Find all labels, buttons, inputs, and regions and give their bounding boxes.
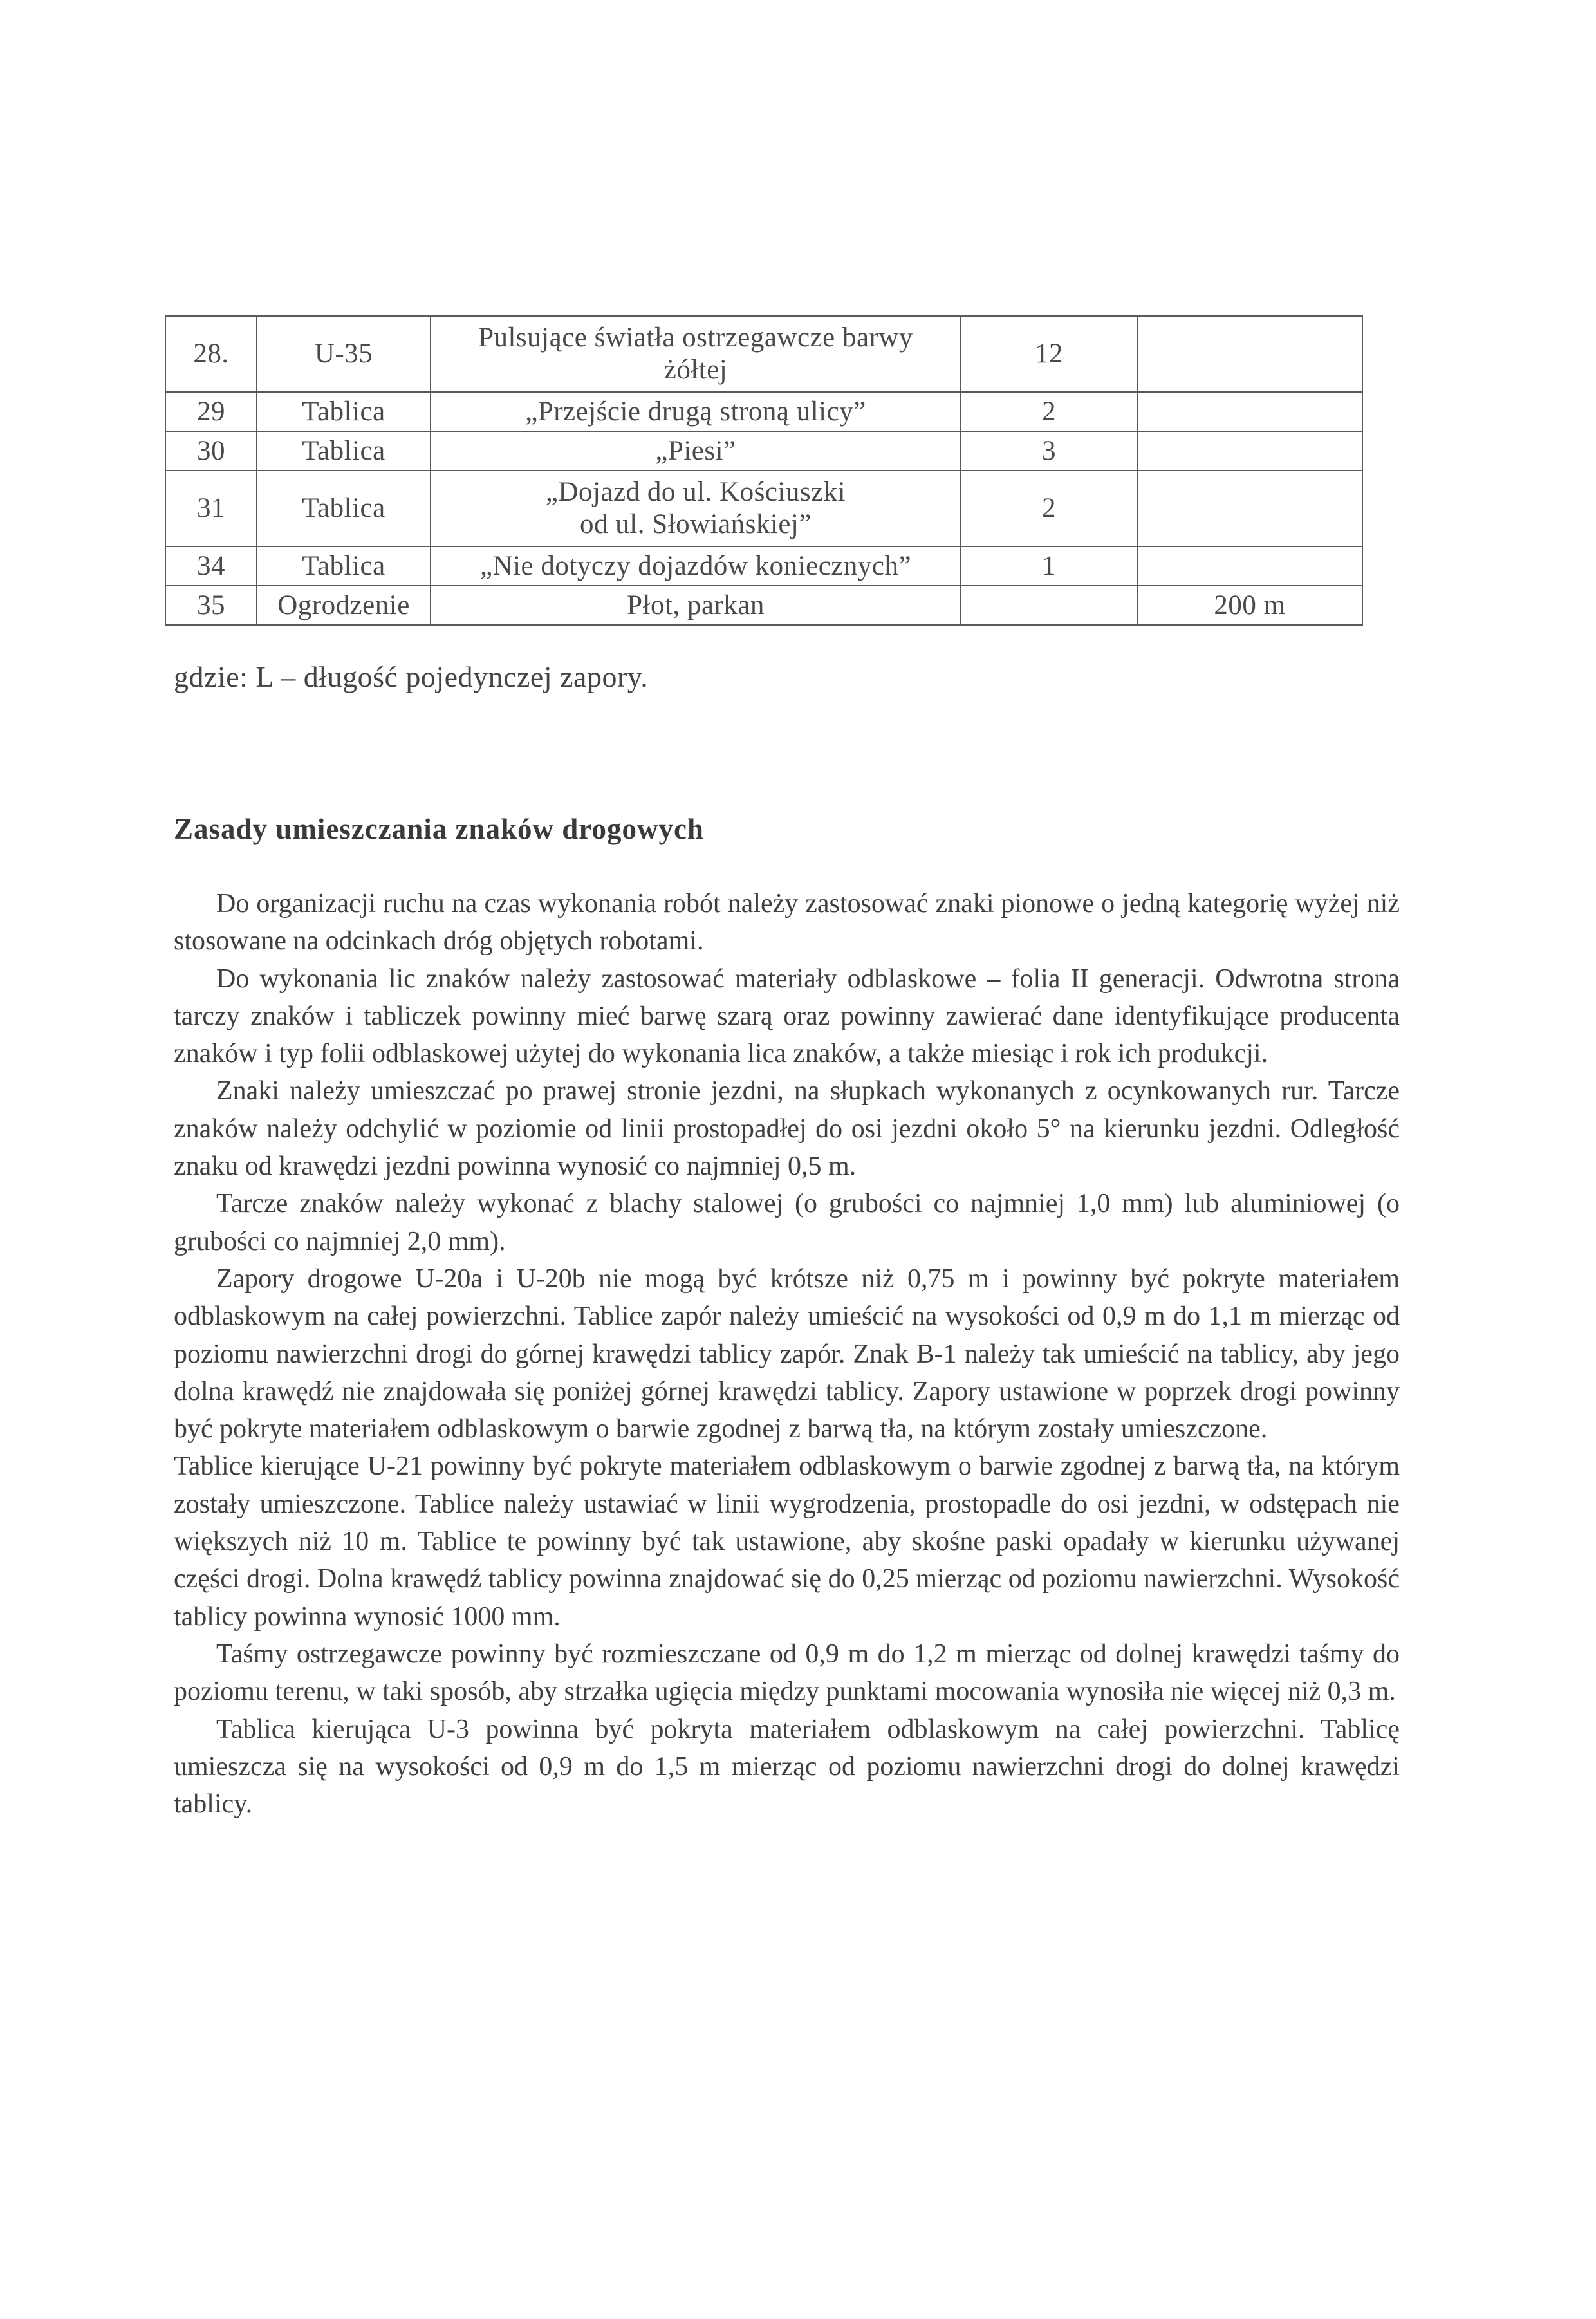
quantity-cell: 3	[961, 431, 1137, 470]
description-cell	[431, 431, 961, 470]
description-line: Płot, parkan	[627, 590, 765, 620]
length-cell: 200 m	[1137, 586, 1362, 625]
table-row	[165, 586, 1362, 625]
description-line: „Piesi”	[655, 435, 736, 466]
row-number-cell: 30	[165, 431, 257, 470]
description-line: żółtej	[663, 355, 728, 385]
table-row	[165, 316, 1362, 392]
description-cell	[431, 392, 961, 431]
body-paragraph: Tablice kierujące U-21 powinny być pokryte materiałem odblaskowym o barwie zgodnej z barwą tła, na którym zostały umieszczone. Tablice należy ustawiać w linii wygrodzenia, prostopadle do osi jezdni, w odstępach nie większych niż 10 m. Tablice te powinny być tak ustawione, aby skośne paski opadały w kierunku używanej części drogi. Dolna krawędź tablicy powinna znajdować się do 0,25 mierząc od poziomu nawierzchni. Wysokość tablicy powinna wynosić 1000 mm.	[174, 1451, 1400, 1632]
description-cell	[431, 546, 961, 586]
item-code-cell: Tablica	[257, 470, 431, 546]
body-paragraph: Do organizacji ruchu na czas wykonania robót należy zastosować znaki pionowe o jedną kategorię wyżej niż stosowane na odcinkach dróg objętych robotami.	[174, 889, 1400, 956]
materials-table-body	[165, 316, 1362, 625]
body-text	[174, 885, 1400, 1823]
body-paragraph: Taśmy ostrzegawcze powinny być rozmieszczane od 0,9 m do 1,2 m mierząc od dolnej krawędzi taśmy do poziomu terenu, w taki sposób, aby strzałka ugięcia między punktami mocowania wynosiła nie więcej niż 0,3 m.	[174, 1639, 1400, 1707]
body-paragraph: Znaki należy umieszczać po prawej stronie jezdni, na słupkach wykonanych z ocynkowanych rur. Tarcze znaków należy odchylić w poziomie od linii prostopadłej do osi jezdni około 5° na kierunku jezdni. Odległość znaku od krawędzi jezdni powinna wynosić co najmniej 0,5 m.	[174, 1076, 1400, 1182]
item-code-cell: Tablica	[257, 392, 431, 431]
description-cell	[431, 316, 961, 392]
materials-table	[165, 315, 1363, 626]
quantity-cell: 2	[961, 470, 1137, 546]
row-number-cell: 28.	[165, 316, 257, 392]
length-cell	[1137, 392, 1362, 431]
table-row	[165, 470, 1362, 546]
body-paragraph: Tarcze znaków należy wykonać z blachy stalowej (o grubości co najmniej 1,0 mm) lub aluminiowej (o grubości co najmniej 2,0 mm).	[174, 1189, 1400, 1256]
body-paragraph: Do wykonania lic znaków należy zastosować materiały odblaskowe – folia II generacji. Odwrotna strona tarczy znaków i tabliczek powinny mieć barwę szarą oraz powinny zawierać dane identyfikujące producenta znaków i typ folii odblaskowej użytej do wykonania lica znaków, a także miesiąc i rok ich produkcji.	[174, 964, 1400, 1069]
item-code-cell: U-35	[257, 316, 431, 392]
item-code-cell: Ogrodzenie	[257, 586, 431, 625]
body-paragraph: Tablica kierująca U-3 powinna być pokryta materiałem odblaskowym na całej powierzchni. Tablicę umieszcza się na wysokości od 0,9 m do 1,5 m mierząc od poziomu nawierzchni drogi do dolnej krawędzi tablicy.	[174, 1714, 1400, 1820]
length-cell	[1137, 431, 1362, 470]
row-number-cell: 34	[165, 546, 257, 586]
table-row	[165, 431, 1362, 470]
description-line: od ul. Słowiańskiej”	[580, 509, 812, 539]
quantity-cell: 12	[961, 316, 1137, 392]
section-heading: Zasady umieszczania znaków drogowych	[174, 813, 704, 845]
body-paragraph: Zapory drogowe U-20a i U-20b nie mogą być krótsze niż 0,75 m i powinny być pokryte materiałem odblaskowym na całej powierzchni. Tablice zapór należy umieścić na wysokości od 0,9 m do 1,1 m mierząc od poziomu nawierzchni drogi do górnej krawędzi tablicy zapór. Znak B-1 należy tak umieścić na tablicy, aby jego dolna krawędź nie znajdowała się poniżej górnej krawędzi tablicy. Zapory ustawione w poprzek drogi powinny być pokryte materiałem odblaskowym o barwie zgodnej z barwą tła, na którym zostały umieszczone.	[174, 1263, 1400, 1444]
item-code-cell: Tablica	[257, 431, 431, 470]
table-row	[165, 546, 1362, 586]
length-cell	[1137, 316, 1362, 392]
row-number-cell: 29	[165, 392, 257, 431]
description-cell	[431, 586, 961, 625]
quantity-cell: 2	[961, 392, 1137, 431]
description-line: Pulsujące światła ostrzegawcze barwy	[478, 322, 913, 353]
footnote: gdzie: L – długość pojedynczej zapory.	[174, 660, 649, 693]
quantity-cell: 1	[961, 546, 1137, 586]
length-cell	[1137, 470, 1362, 546]
table-row	[165, 392, 1362, 431]
item-code-cell: Tablica	[257, 546, 431, 586]
description-line: „Dojazd do ul. Kościuszki	[545, 477, 846, 507]
description-cell	[431, 470, 961, 546]
description-line: „Nie dotyczy dojazdów koniecznych”	[479, 550, 912, 581]
description-line: „Przejście drugą stroną ulicy”	[525, 396, 866, 427]
row-number-cell: 35	[165, 586, 257, 625]
row-number-cell: 31	[165, 470, 257, 546]
length-cell	[1137, 546, 1362, 586]
quantity-cell	[961, 586, 1137, 625]
